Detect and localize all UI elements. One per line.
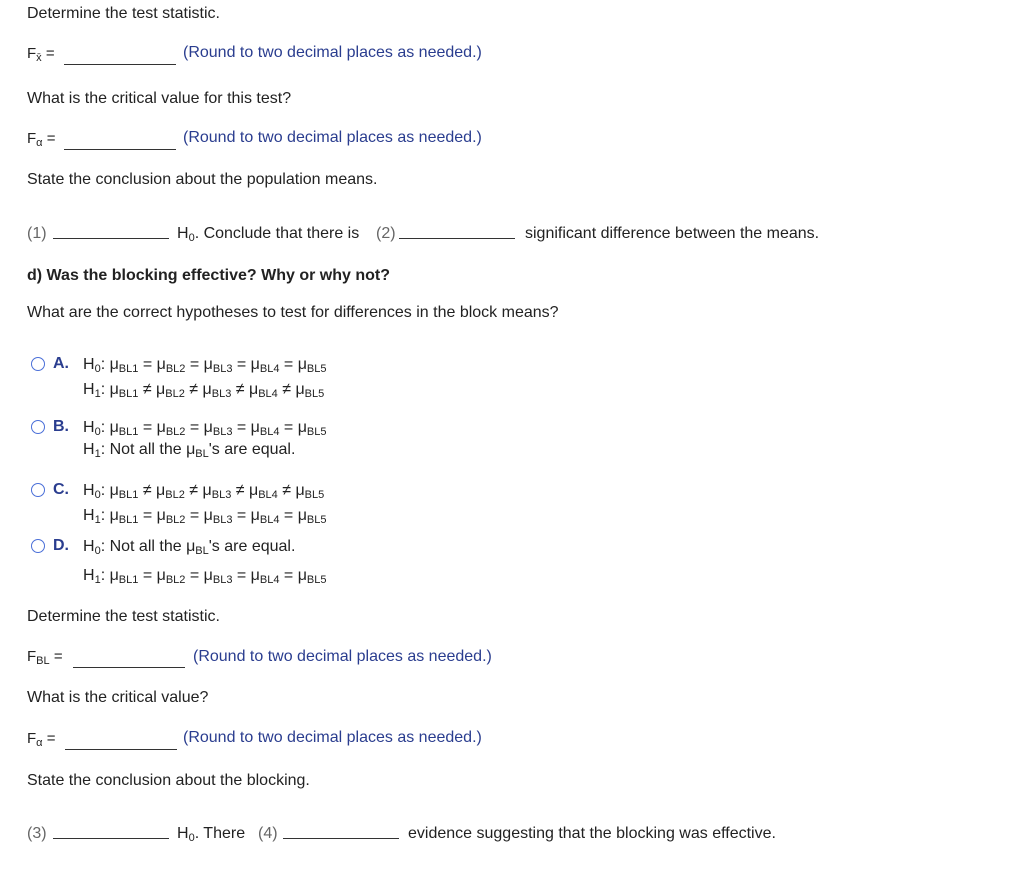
fbl-label: $F_{BL}$ = bbox=[27, 648, 63, 667]
option-b-h1[interactable]: $H_1$: Not all the $\mu_{BL}'s$ are equal. bbox=[83, 441, 296, 460]
option-b-radio[interactable] bbox=[31, 420, 45, 434]
round-hint: (Round to two decimal places as needed.) bbox=[183, 44, 482, 61]
option-a-h0[interactable]: $H_0$: $\mu_{BL1} = \mu_{BL2} = \mu_{BL3} = \mu_{BL4} = \mu_{BL5}$ bbox=[83, 356, 327, 375]
blank-3-dropdown[interactable] bbox=[53, 838, 169, 839]
evidence-text: evidence suggesting that the blocking was effective. bbox=[408, 825, 776, 842]
fx-label: $F_{x̄}$ = bbox=[27, 45, 55, 64]
blank-1-number: (1) bbox=[27, 225, 47, 242]
blank-4-dropdown[interactable] bbox=[283, 838, 399, 839]
section-d-heading: d) Was the blocking effective? Why or why not? bbox=[27, 267, 390, 284]
h0-there-text: $H_0$. There bbox=[177, 825, 246, 844]
option-a-letter: A. bbox=[53, 355, 69, 372]
option-c-letter: C. bbox=[53, 481, 69, 498]
blank-3-number: (3) bbox=[27, 825, 47, 842]
f-alpha-answer-input[interactable] bbox=[64, 149, 176, 150]
option-d-letter: D. bbox=[53, 537, 69, 554]
fbl-answer-input[interactable] bbox=[73, 667, 185, 668]
f-alpha-label: $F_\alpha$ = bbox=[27, 130, 56, 149]
conclusion-question: State the conclusion about the population means. bbox=[27, 171, 378, 188]
test-statistic-question: Determine the test statistic. bbox=[27, 5, 220, 22]
option-d-radio[interactable] bbox=[31, 539, 45, 553]
blank-2-dropdown[interactable] bbox=[399, 238, 515, 239]
blank-1-dropdown[interactable] bbox=[53, 238, 169, 239]
block-test-statistic-question: Determine the test statistic. bbox=[27, 608, 220, 625]
option-c-radio[interactable] bbox=[31, 483, 45, 497]
option-d-h0[interactable]: $H_0$: Not all the $\mu_{BL}'s$ are equal. bbox=[83, 538, 296, 557]
blocking-conclusion-question: State the conclusion about the blocking. bbox=[27, 772, 310, 789]
block-f-alpha-answer-input[interactable] bbox=[65, 749, 177, 750]
critical-value-question: What is the critical value for this test? bbox=[27, 90, 292, 107]
round-hint: (Round to two decimal places as needed.) bbox=[183, 129, 482, 146]
h0-conclude-text: $H_0$. Conclude that there is bbox=[177, 225, 360, 244]
difference-text: significant difference between the means. bbox=[525, 225, 820, 242]
option-c-h1[interactable]: $H_1$: $\mu_{BL1} = \mu_{BL2} = \mu_{BL3} = \mu_{BL4} = \mu_{BL5}$ bbox=[83, 507, 327, 526]
hypotheses-question: What are the correct hypotheses to test for differences in the block means? bbox=[27, 304, 559, 321]
blank-2-number: (2) bbox=[376, 225, 396, 242]
fx-answer-input[interactable] bbox=[64, 64, 176, 65]
option-c-h0[interactable]: $H_0$: $\mu_{BL1} \ne \mu_{BL2} \ne \mu_{BL3} \ne \mu_{BL4} \ne \mu_{BL5}$ bbox=[83, 482, 325, 501]
option-a-radio[interactable] bbox=[31, 357, 45, 371]
option-d-h1[interactable]: $H_1$: $\mu_{BL1} = \mu_{BL2} = \mu_{BL3} = \mu_{BL4} = \mu_{BL5}$ bbox=[83, 567, 327, 586]
option-b-letter: B. bbox=[53, 418, 69, 435]
round-hint: (Round to two decimal places as needed.) bbox=[183, 729, 482, 746]
block-f-alpha-label: $F_\alpha$ = bbox=[27, 730, 56, 749]
blank-4-number: (4) bbox=[258, 825, 278, 842]
option-a-h1[interactable]: $H_1$: $\mu_{BL1} \ne \mu_{BL2} \ne \mu_{BL3} \ne \mu_{BL4} \ne \mu_{BL5}$ bbox=[83, 381, 325, 400]
round-hint: (Round to two decimal places as needed.) bbox=[193, 648, 492, 665]
block-critical-value-question: What is the critical value? bbox=[27, 689, 209, 706]
option-b-h0[interactable]: $H_0$: $\mu_{BL1} = \mu_{BL2} = \mu_{BL3} = \mu_{BL4} = \mu_{BL5}$ bbox=[83, 419, 327, 438]
